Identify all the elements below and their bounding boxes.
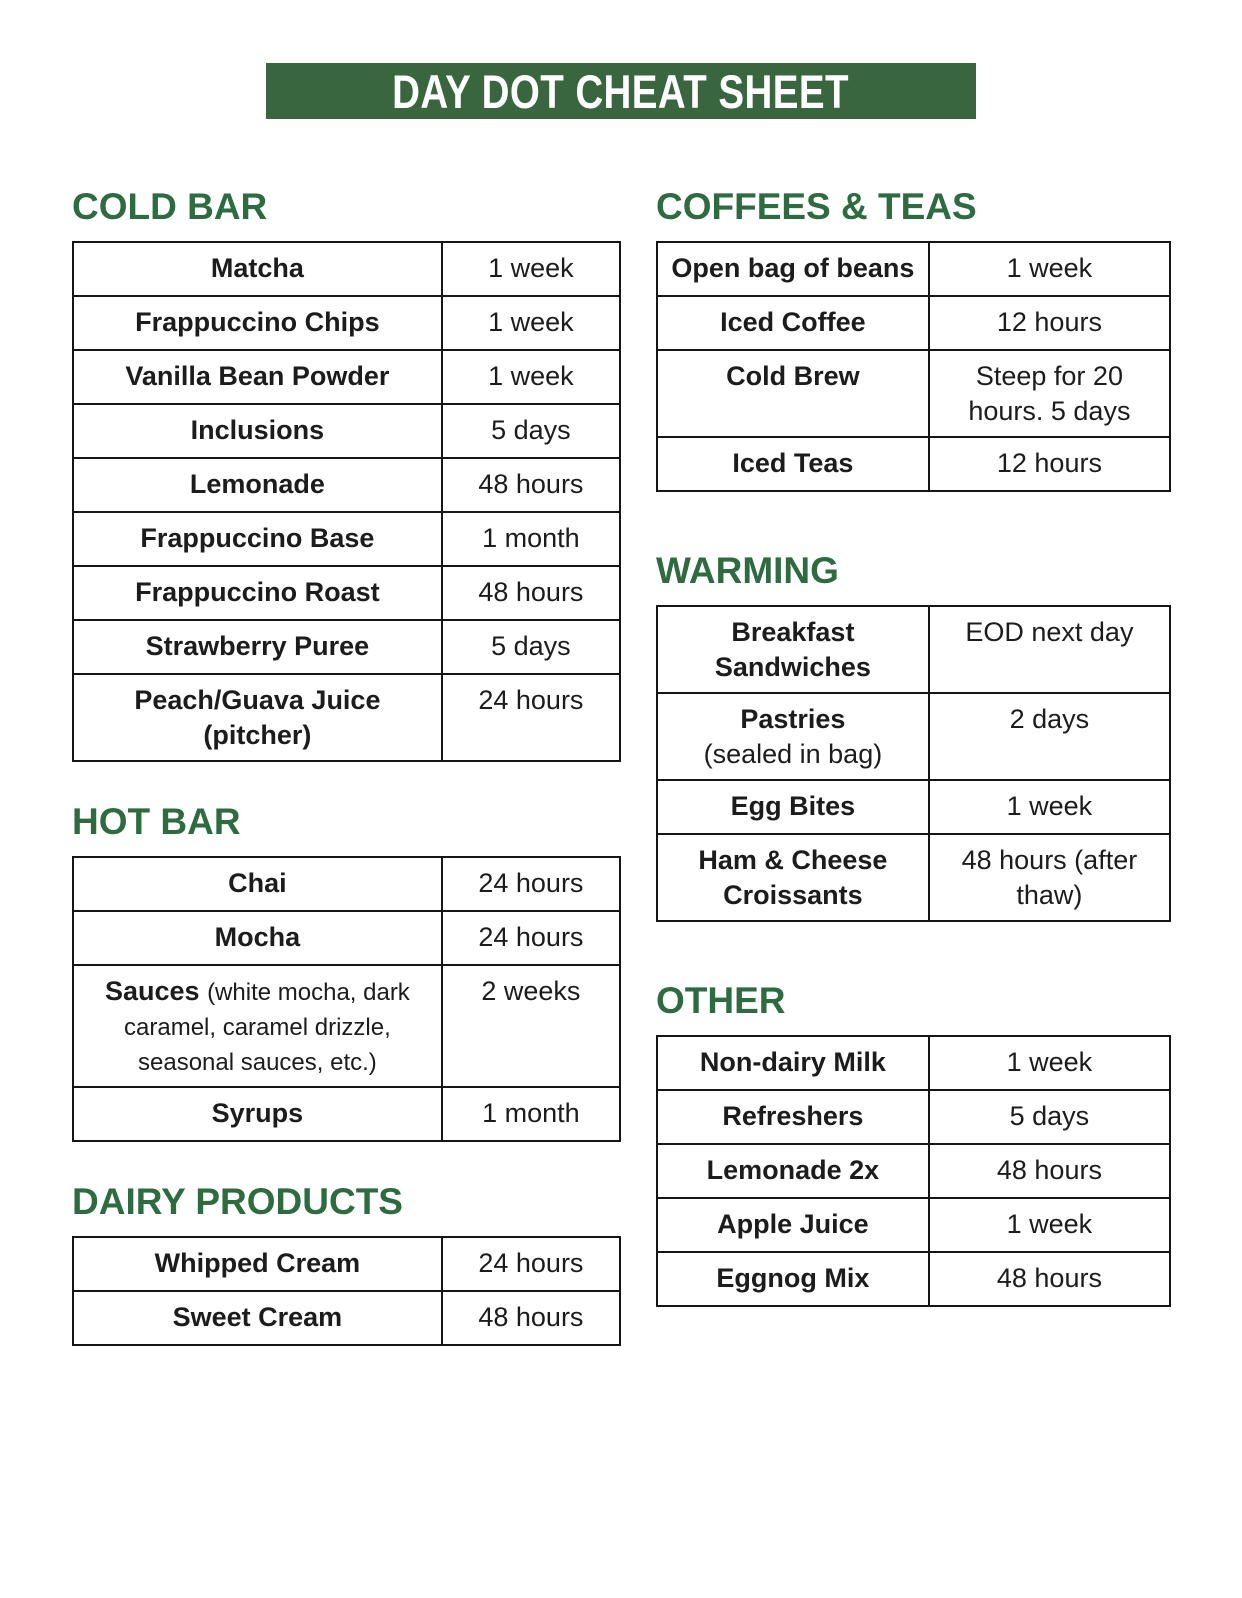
section-title: COLD BAR [72,186,268,227]
duration-cell: 48 hours [442,1291,620,1345]
item-name: Strawberry Puree [145,631,370,661]
section-dairy-products [72,1181,621,1346]
duration-cell: 48 hours (after thaw) [929,834,1170,921]
item-cell [73,674,442,761]
right-column [656,186,1171,1346]
item-name: Whipped Cream [154,1248,361,1279]
duration-cell: 48 hours [929,1144,1170,1198]
item-cell [657,1144,929,1198]
table-row [73,1291,620,1345]
table-row [73,674,620,761]
item-cell [73,404,442,458]
section-title: HOT BAR [72,801,241,843]
left-column [72,186,621,1346]
item-cell [657,242,929,296]
duration-cell: 2 weeks [442,965,620,1087]
item-cell [73,296,442,350]
item-cell [657,693,929,780]
item-name: Non-dairy Milk [699,1047,886,1078]
section-other [656,980,1171,1307]
item-name: Sauces [104,976,200,1007]
item-name: Mocha [214,922,301,953]
duration-cell: 1 week [442,296,620,350]
item-cell [73,242,442,296]
table-row [73,911,620,965]
item-name: Sweet Cream [172,1302,343,1333]
table-row [657,1036,1170,1090]
item-cell [657,1036,929,1090]
content-columns [72,186,1171,1346]
section-title: DAIRY PRODUCTS [72,1181,403,1223]
section-title: COFFEES & TEAS [656,186,977,227]
section-title: WARMING [656,550,839,592]
item-name: Open bag of beans [671,253,915,283]
table-row [657,1090,1170,1144]
duration-cell: 1 week [929,780,1170,834]
table-row [73,620,620,674]
table-row [73,1087,620,1141]
table-row [73,404,620,458]
duration-cell: 5 days [442,620,620,674]
duration-cell: 48 hours [442,566,620,620]
item-name: Chai [228,868,287,899]
table-row [657,296,1170,350]
table-row [657,1198,1170,1252]
duration-cell: 1 week [929,1198,1170,1252]
section-coffees-teas [656,186,1171,492]
item-name: Iced Teas [732,448,854,479]
item-cell [657,834,929,921]
item-name: Lemonade [189,469,325,499]
item-name: Frappuccino Chips [135,307,380,337]
duration-cell: 1 month [442,512,620,566]
duration-cell: 5 days [929,1090,1170,1144]
item-name: Ham & Cheese Croissants [698,845,888,910]
item-cell [657,437,929,491]
item-name: Peach/Guava Juice (pitcher) [134,685,381,750]
title-banner [266,63,976,119]
item-note: (white mocha, dark caramel, caramel drizzle, seasonal sauces, etc.) [124,979,410,1076]
table-row [657,242,1170,296]
item-note: (sealed in bag) [703,738,883,769]
item-name: Pastries [740,704,846,735]
table-row [73,296,620,350]
table-row [73,965,620,1087]
page-title: DAY DOT CHEAT SHEET [392,64,850,118]
duration-cell: 48 hours [442,458,620,512]
table-row [73,458,620,512]
section-warming [656,550,1171,922]
shelf-life-table [656,241,1171,492]
item-name: Matcha [210,253,304,283]
duration-cell: 1 week [442,242,620,296]
section-title: OTHER [656,980,786,1022]
table-row [73,512,620,566]
item-cell [657,1252,929,1306]
table-row [73,350,620,404]
item-name: Breakfast Sandwiches [714,617,871,682]
item-cell [657,1198,929,1252]
duration-cell: 2 days [929,693,1170,780]
item-cell [73,1087,442,1141]
section-cold-bar [72,186,621,762]
item-cell [657,296,929,350]
item-name: Vanilla Bean Powder [125,361,390,391]
table-row [657,780,1170,834]
duration-cell: Steep for 20 hours. 5 days [929,350,1170,437]
duration-cell: 1 week [929,1036,1170,1090]
item-cell [73,458,442,512]
duration-cell: 5 days [442,404,620,458]
item-cell [73,350,442,404]
item-name: Refreshers [722,1101,864,1132]
item-cell [73,911,442,965]
item-name: Lemonade 2x [706,1155,880,1186]
item-name: Iced Coffee [720,307,866,337]
duration-cell: 24 hours [442,911,620,965]
item-name: Apple Juice [717,1209,869,1240]
duration-cell: 12 hours [929,437,1170,491]
duration-cell: 1 week [929,242,1170,296]
table-row [657,437,1170,491]
table-row [73,242,620,296]
duration-cell: 12 hours [929,296,1170,350]
table-row [657,350,1170,437]
item-cell [657,1090,929,1144]
table-row [657,1144,1170,1198]
item-cell [73,1291,442,1345]
item-name: Inclusions [190,415,325,445]
table-row [657,693,1170,780]
shelf-life-table [72,856,621,1142]
item-cell [73,620,442,674]
table-row [657,606,1170,693]
item-name: Egg Bites [730,791,856,822]
duration-cell: 1 week [442,350,620,404]
item-name: Eggnog Mix [716,1263,870,1294]
duration-cell: 24 hours [442,674,620,761]
item-cell [73,857,442,911]
shelf-life-table [656,1035,1171,1307]
table-row [657,1252,1170,1306]
table-row [657,834,1170,921]
item-cell [657,780,929,834]
item-name: Cold Brew [726,361,860,391]
table-row [73,1237,620,1291]
duration-cell: EOD next day [929,606,1170,693]
item-cell [73,512,442,566]
item-cell [73,965,442,1087]
item-name: Frappuccino Base [140,523,375,553]
duration-cell: 24 hours [442,1237,620,1291]
item-cell [73,566,442,620]
duration-cell: 48 hours [929,1252,1170,1306]
shelf-life-table [656,605,1171,922]
duration-cell: 1 month [442,1087,620,1141]
item-name: Frappuccino Roast [135,577,380,607]
table-row [73,857,620,911]
shelf-life-table [72,241,621,762]
item-cell [657,606,929,693]
shelf-life-table [72,1236,621,1346]
item-cell [657,350,929,437]
table-row [73,566,620,620]
duration-cell: 24 hours [442,857,620,911]
item-cell [73,1237,442,1291]
item-name: Syrups [211,1098,304,1129]
section-hot-bar [72,801,621,1142]
